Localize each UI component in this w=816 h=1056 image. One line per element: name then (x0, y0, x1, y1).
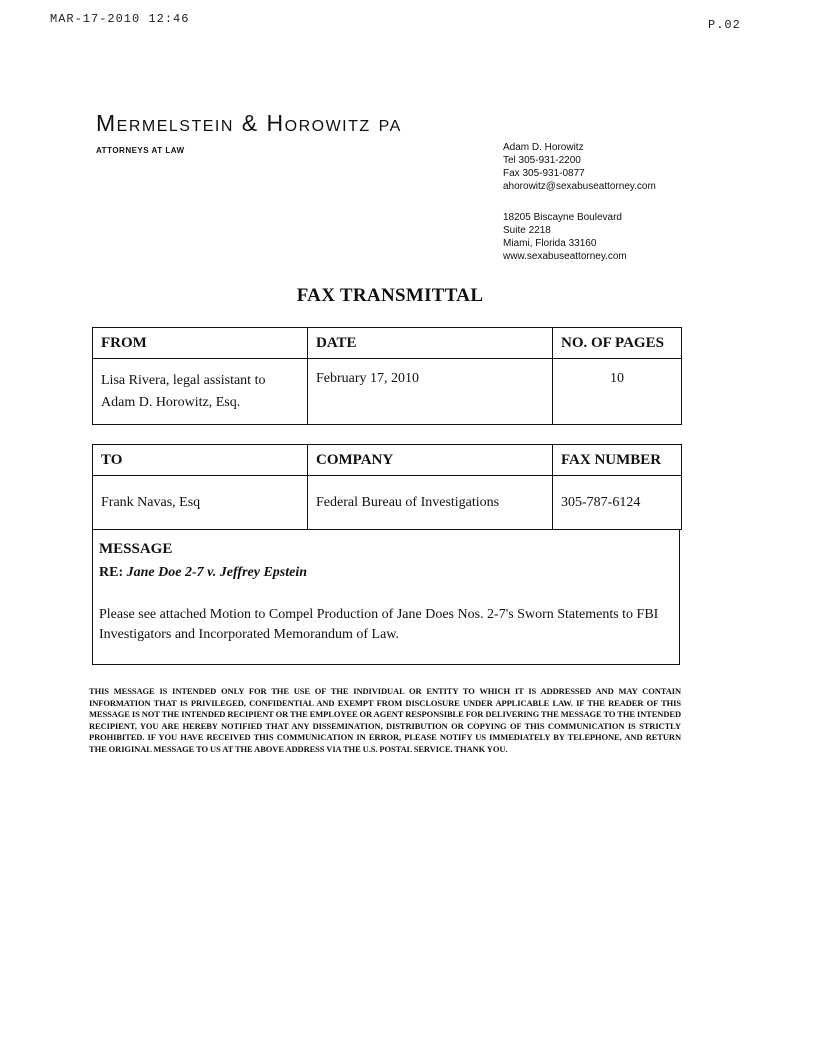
email: ahorowitz@sexabuseattorney.com (503, 181, 656, 192)
message-heading: MESSAGE (99, 541, 173, 557)
table-row (93, 476, 682, 530)
sender-table (92, 327, 682, 425)
document-title: FAX TRANSMITTAL (296, 285, 484, 306)
telephone: Tel 305-931-2200 (503, 155, 581, 166)
header-to: TO (93, 445, 308, 476)
address-block (503, 211, 627, 263)
table-row (93, 359, 682, 425)
recipient-table (92, 444, 682, 530)
from-line-2: Adam D. Horowitz, Esq. (101, 394, 241, 410)
attorney-name: Adam D. Horowitz (503, 142, 584, 153)
message-subject (99, 565, 307, 581)
header-fax-number: FAX NUMBER (553, 445, 682, 476)
fax-page-number: P.02 (708, 18, 741, 32)
from-line-1: Lisa Rivera, legal assistant to (101, 372, 266, 388)
table-row (93, 445, 682, 476)
city: Miami, Florida 33160 (503, 238, 597, 249)
firm-name (96, 110, 402, 137)
pages-cell: 10 (553, 359, 682, 425)
header-date: DATE (308, 328, 553, 359)
street: 18205 Biscayne Boulevard (503, 212, 622, 223)
fax-timestamp: MAR-17-2010 12:46 (50, 12, 190, 26)
re-label: RE: (99, 565, 124, 580)
company-cell: Federal Bureau of Investigations (308, 476, 553, 530)
firm-name-text: Mermelstein & Horowitz (96, 110, 371, 136)
contact-block (503, 141, 656, 193)
fax-number-cell: 305-787-6124 (553, 476, 682, 530)
fax: Fax 305-931-0877 (503, 168, 585, 179)
firm-tagline: ATTORNEYS AT LAW (96, 146, 185, 155)
website: www.sexabuseattorney.com (503, 251, 627, 262)
message-body: Please see attached Motion to Compel Production of Jane Does Nos. 2-7's Sworn Statements to FBI Investigators and Incorporated Memorandum of Law. (99, 607, 659, 642)
header-company: COMPANY (308, 445, 553, 476)
confidentiality-notice: THIS MESSAGE IS INTENDED ONLY FOR THE USE OF THE INDIVIDUAL OR ENTITY TO WHICH IT IS ADDRESSED AND MAY CONTAIN INFORMATION THAT IS PRIVILEGED, CONFIDENTIAL AND EXEMPT FROM DISCLOSURE UNDER APPLICABLE LAW. IF THE READER OF THIS MESSAGE IS NOT THE INTENDED RECIPIENT OR THE EMPLOYEE OR AGENT RESPONSIBLE FOR DELIVERING THE MESSAGE TO THE INTENDED RECIPIENT, YOU ARE HEREBY NOTIFIED THAT ANY DISSEMINATION, DISTRIBUTION OR COPYING OF THIS COMMUNICATION IS STRICTLY PROHIBITED. IF YOU HAVE RECEIVED THIS COMMUNICATION IN ERROR, PLEASE NOTIFY US IMMEDIATELY BY TELEPHONE, AND RETURN THE ORIGINAL MESSAGE TO US AT THE ABOVE ADDRESS VIA THE U.S. POSTAL SERVICE. THANK YOU. (89, 686, 681, 754)
header-from: FROM (93, 328, 308, 359)
from-cell (93, 359, 308, 425)
suite: Suite 2218 (503, 225, 551, 236)
header-pages: NO. OF PAGES (553, 328, 682, 359)
firm-suffix: PA (378, 118, 402, 135)
re-text: Jane Doe 2-7 v. Jeffrey Epstein (126, 565, 308, 580)
date-cell: February 17, 2010 (308, 359, 553, 425)
to-cell: Frank Navas, Esq (93, 476, 308, 530)
table-row (93, 328, 682, 359)
